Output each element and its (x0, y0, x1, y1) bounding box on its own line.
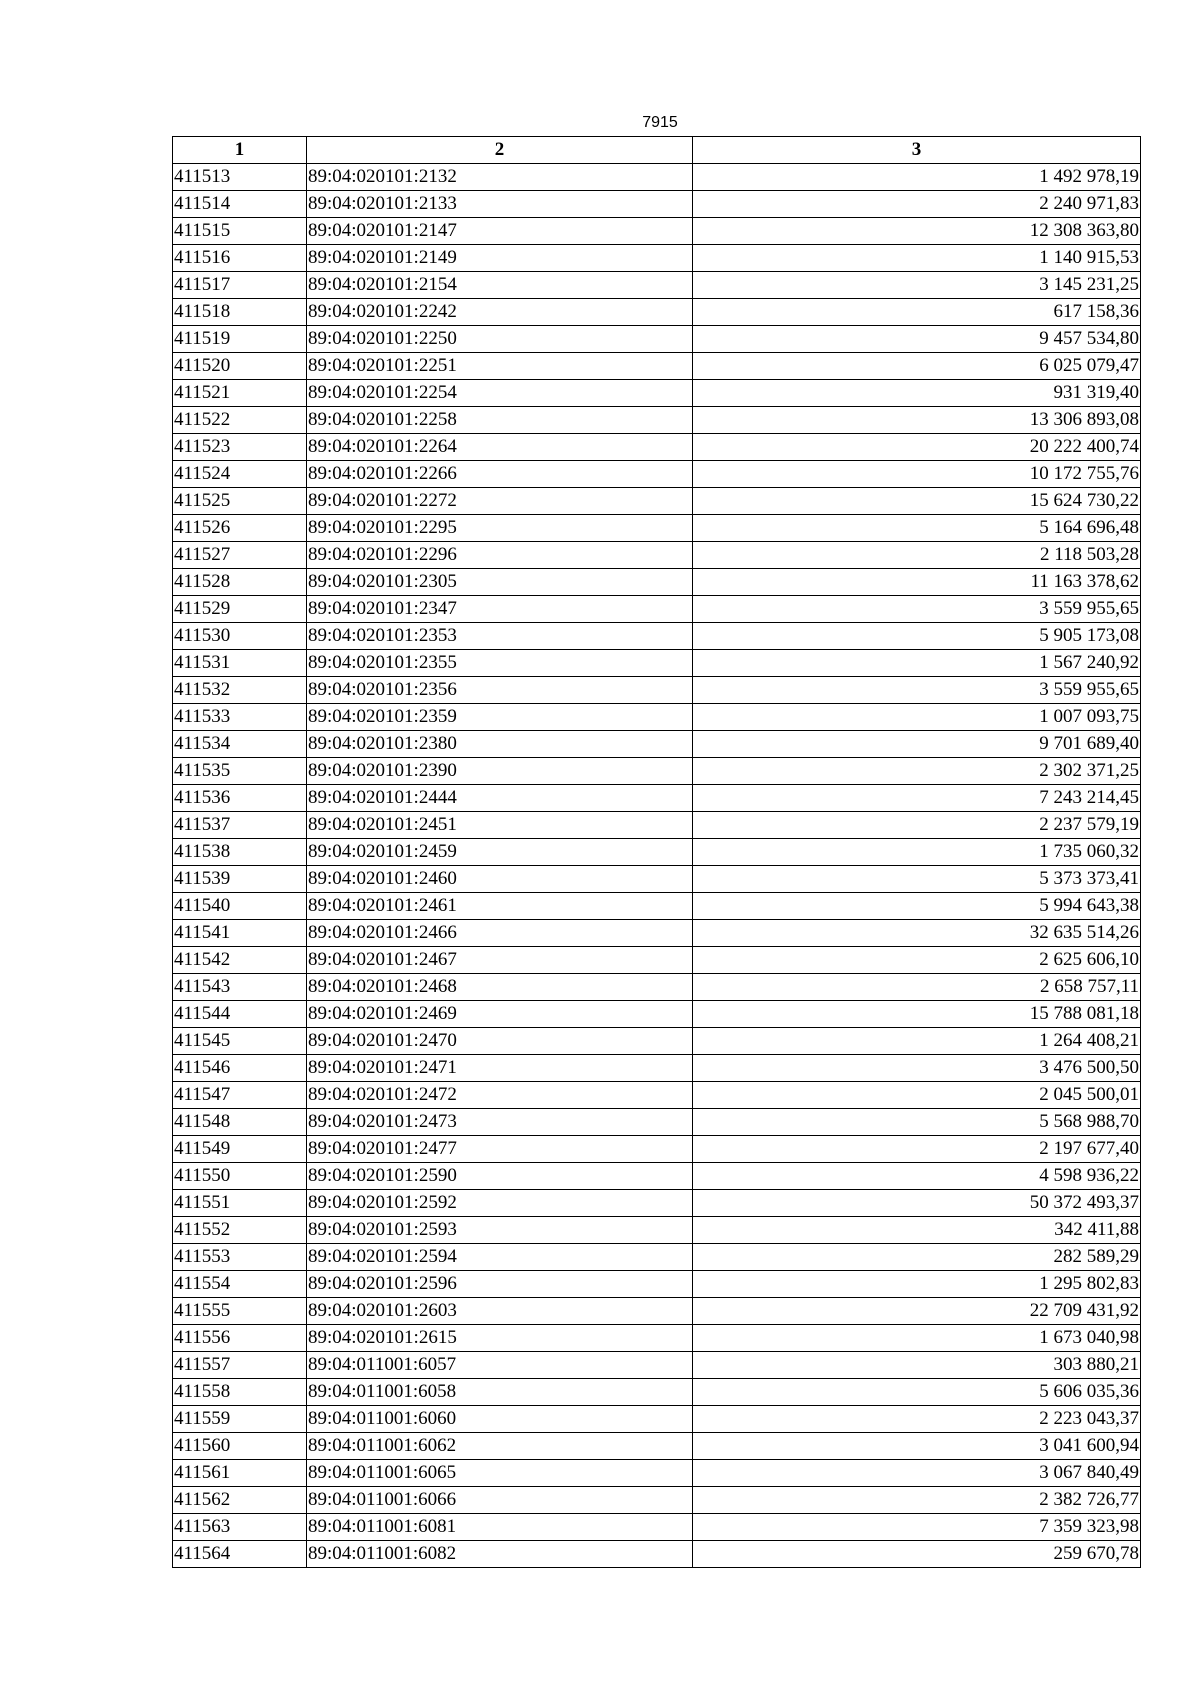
row-number-cell: 411543 (173, 974, 307, 1001)
table-row (173, 974, 1141, 1001)
cadastral-number-cell: 89:04:020101:2590 (307, 1163, 693, 1190)
value-cell: 3 067 840,49 (693, 1460, 1141, 1487)
row-number-cell: 411544 (173, 1001, 307, 1028)
cadastral-number-cell: 89:04:020101:2296 (307, 542, 693, 569)
value-cell: 2 223 043,37 (693, 1406, 1141, 1433)
cadastral-number-cell: 89:04:011001:6058 (307, 1379, 693, 1406)
value-cell: 9 701 689,40 (693, 731, 1141, 758)
cadastral-number-cell: 89:04:020101:2250 (307, 326, 693, 353)
data-table (172, 136, 1141, 1568)
row-number-cell: 411559 (173, 1406, 307, 1433)
table-row (173, 812, 1141, 839)
row-number-cell: 411520 (173, 353, 307, 380)
cadastral-number-cell: 89:04:020101:2460 (307, 866, 693, 893)
cadastral-number-cell: 89:04:020101:2390 (307, 758, 693, 785)
cadastral-number-cell: 89:04:020101:2359 (307, 704, 693, 731)
value-cell: 32 635 514,26 (693, 920, 1141, 947)
table-row (173, 1028, 1141, 1055)
table-row (173, 731, 1141, 758)
table-row (173, 1163, 1141, 1190)
table-row (173, 272, 1141, 299)
cadastral-number-cell: 89:04:020101:2470 (307, 1028, 693, 1055)
row-number-cell: 411529 (173, 596, 307, 623)
cadastral-number-cell: 89:04:020101:2132 (307, 164, 693, 191)
table-header (173, 137, 1141, 164)
table-row (173, 299, 1141, 326)
value-cell: 2 240 971,83 (693, 191, 1141, 218)
cadastral-number-cell: 89:04:020101:2353 (307, 623, 693, 650)
row-number-cell: 411564 (173, 1541, 307, 1568)
cadastral-number-cell: 89:04:020101:2347 (307, 596, 693, 623)
table-row (173, 326, 1141, 353)
row-number-cell: 411524 (173, 461, 307, 488)
cadastral-number-cell: 89:04:020101:2472 (307, 1082, 693, 1109)
value-cell: 1 567 240,92 (693, 650, 1141, 677)
cadastral-number-cell: 89:04:020101:2477 (307, 1136, 693, 1163)
row-number-cell: 411522 (173, 407, 307, 434)
row-number-cell: 411526 (173, 515, 307, 542)
table-row (173, 569, 1141, 596)
value-cell: 6 025 079,47 (693, 353, 1141, 380)
cadastral-number-cell: 89:04:020101:2473 (307, 1109, 693, 1136)
cadastral-number-cell: 89:04:020101:2467 (307, 947, 693, 974)
table-row (173, 1082, 1141, 1109)
table-row (173, 785, 1141, 812)
table-row (173, 1352, 1141, 1379)
cadastral-number-cell: 89:04:011001:6065 (307, 1460, 693, 1487)
row-number-cell: 411560 (173, 1433, 307, 1460)
table-row (173, 1325, 1141, 1352)
value-cell: 3 559 955,65 (693, 596, 1141, 623)
value-cell: 931 319,40 (693, 380, 1141, 407)
row-number-cell: 411521 (173, 380, 307, 407)
row-number-cell: 411556 (173, 1325, 307, 1352)
row-number-cell: 411514 (173, 191, 307, 218)
table-row (173, 218, 1141, 245)
cadastral-number-cell: 89:04:020101:2149 (307, 245, 693, 272)
cadastral-number-cell: 89:04:020101:2356 (307, 677, 693, 704)
table-row (173, 1541, 1141, 1568)
row-number-cell: 411561 (173, 1460, 307, 1487)
row-number-cell: 411513 (173, 164, 307, 191)
value-cell: 3 559 955,65 (693, 677, 1141, 704)
row-number-cell: 411552 (173, 1217, 307, 1244)
value-cell: 2 197 677,40 (693, 1136, 1141, 1163)
table-row (173, 461, 1141, 488)
table-row (173, 1001, 1141, 1028)
header-row (173, 137, 1141, 164)
cadastral-number-cell: 89:04:020101:2355 (307, 650, 693, 677)
column-header-1: 1 (173, 137, 307, 164)
row-number-cell: 411516 (173, 245, 307, 272)
value-cell: 5 373 373,41 (693, 866, 1141, 893)
value-cell: 342 411,88 (693, 1217, 1141, 1244)
row-number-cell: 411530 (173, 623, 307, 650)
value-cell: 282 589,29 (693, 1244, 1141, 1271)
value-cell: 2 658 757,11 (693, 974, 1141, 1001)
row-number-cell: 411534 (173, 731, 307, 758)
value-cell: 15 624 730,22 (693, 488, 1141, 515)
row-number-cell: 411549 (173, 1136, 307, 1163)
table-row (173, 1406, 1141, 1433)
value-cell: 5 905 173,08 (693, 623, 1141, 650)
value-cell: 303 880,21 (693, 1352, 1141, 1379)
cadastral-number-cell: 89:04:020101:2471 (307, 1055, 693, 1082)
row-number-cell: 411551 (173, 1190, 307, 1217)
cadastral-number-cell: 89:04:020101:2466 (307, 920, 693, 947)
table-row (173, 1433, 1141, 1460)
table-row (173, 1190, 1141, 1217)
cadastral-number-cell: 89:04:020101:2272 (307, 488, 693, 515)
value-cell: 5 164 696,48 (693, 515, 1141, 542)
table-row (173, 1217, 1141, 1244)
row-number-cell: 411539 (173, 866, 307, 893)
row-number-cell: 411527 (173, 542, 307, 569)
table-row (173, 893, 1141, 920)
table-row (173, 488, 1141, 515)
cadastral-number-cell: 89:04:011001:6081 (307, 1514, 693, 1541)
cadastral-number-cell: 89:04:020101:2459 (307, 839, 693, 866)
cadastral-number-cell: 89:04:020101:2295 (307, 515, 693, 542)
value-cell: 1 492 978,19 (693, 164, 1141, 191)
table-row (173, 380, 1141, 407)
value-cell: 2 302 371,25 (693, 758, 1141, 785)
cadastral-number-cell: 89:04:020101:2266 (307, 461, 693, 488)
row-number-cell: 411545 (173, 1028, 307, 1055)
row-number-cell: 411533 (173, 704, 307, 731)
table-row (173, 191, 1141, 218)
cadastral-number-cell: 89:04:020101:2596 (307, 1271, 693, 1298)
row-number-cell: 411550 (173, 1163, 307, 1190)
row-number-cell: 411541 (173, 920, 307, 947)
table-row (173, 164, 1141, 191)
row-number-cell: 411537 (173, 812, 307, 839)
row-number-cell: 411546 (173, 1055, 307, 1082)
table-row (173, 353, 1141, 380)
value-cell: 22 709 431,92 (693, 1298, 1141, 1325)
cadastral-number-cell: 89:04:020101:2468 (307, 974, 693, 1001)
cadastral-number-cell: 89:04:011001:6060 (307, 1406, 693, 1433)
cadastral-number-cell: 89:04:020101:2461 (307, 893, 693, 920)
value-cell: 2 382 726,77 (693, 1487, 1141, 1514)
value-cell: 2 237 579,19 (693, 812, 1141, 839)
value-cell: 2 118 503,28 (693, 542, 1141, 569)
table-row (173, 704, 1141, 731)
value-cell: 10 172 755,76 (693, 461, 1141, 488)
value-cell: 5 606 035,36 (693, 1379, 1141, 1406)
row-number-cell: 411535 (173, 758, 307, 785)
table-row (173, 650, 1141, 677)
row-number-cell: 411558 (173, 1379, 307, 1406)
value-cell: 259 670,78 (693, 1541, 1141, 1568)
value-cell: 1 735 060,32 (693, 839, 1141, 866)
row-number-cell: 411563 (173, 1514, 307, 1541)
row-number-cell: 411554 (173, 1271, 307, 1298)
column-header-3: 3 (693, 137, 1141, 164)
cadastral-number-cell: 89:04:020101:2305 (307, 569, 693, 596)
cadastral-number-cell: 89:04:020101:2380 (307, 731, 693, 758)
row-number-cell: 411517 (173, 272, 307, 299)
value-cell: 4 598 936,22 (693, 1163, 1141, 1190)
cadastral-number-cell: 89:04:020101:2444 (307, 785, 693, 812)
row-number-cell: 411542 (173, 947, 307, 974)
cadastral-number-cell: 89:04:020101:2254 (307, 380, 693, 407)
cadastral-number-cell: 89:04:020101:2242 (307, 299, 693, 326)
cadastral-number-cell: 89:04:020101:2451 (307, 812, 693, 839)
row-number-cell: 411547 (173, 1082, 307, 1109)
row-number-cell: 411528 (173, 569, 307, 596)
table-row (173, 758, 1141, 785)
table-row (173, 839, 1141, 866)
cadastral-number-cell: 89:04:020101:2593 (307, 1217, 693, 1244)
row-number-cell: 411515 (173, 218, 307, 245)
cadastral-number-cell: 89:04:020101:2251 (307, 353, 693, 380)
table-row (173, 407, 1141, 434)
row-number-cell: 411536 (173, 785, 307, 812)
row-number-cell: 411557 (173, 1352, 307, 1379)
value-cell: 1 140 915,53 (693, 245, 1141, 272)
row-number-cell: 411540 (173, 893, 307, 920)
table-body (173, 164, 1141, 1568)
table-row (173, 434, 1141, 461)
row-number-cell: 411553 (173, 1244, 307, 1271)
table-row (173, 1487, 1141, 1514)
cadastral-number-cell: 89:04:020101:2603 (307, 1298, 693, 1325)
value-cell: 9 457 534,80 (693, 326, 1141, 353)
cadastral-number-cell: 89:04:020101:2147 (307, 218, 693, 245)
table-row (173, 920, 1141, 947)
row-number-cell: 411525 (173, 488, 307, 515)
table-row (173, 947, 1141, 974)
value-cell: 7 359 323,98 (693, 1514, 1141, 1541)
table-row (173, 1298, 1141, 1325)
cadastral-number-cell: 89:04:011001:6066 (307, 1487, 693, 1514)
value-cell: 50 372 493,37 (693, 1190, 1141, 1217)
value-cell: 12 308 363,80 (693, 218, 1141, 245)
row-number-cell: 411555 (173, 1298, 307, 1325)
table-row (173, 1136, 1141, 1163)
value-cell: 5 568 988,70 (693, 1109, 1141, 1136)
value-cell: 1 007 093,75 (693, 704, 1141, 731)
row-number-cell: 411532 (173, 677, 307, 704)
cadastral-number-cell: 89:04:020101:2594 (307, 1244, 693, 1271)
row-number-cell: 411518 (173, 299, 307, 326)
table-row (173, 515, 1141, 542)
value-cell: 11 163 378,62 (693, 569, 1141, 596)
table-row (173, 1379, 1141, 1406)
value-cell: 617 158,36 (693, 299, 1141, 326)
cadastral-number-cell: 89:04:020101:2264 (307, 434, 693, 461)
row-number-cell: 411519 (173, 326, 307, 353)
table-row (173, 1514, 1141, 1541)
value-cell: 20 222 400,74 (693, 434, 1141, 461)
cadastral-number-cell: 89:04:011001:6082 (307, 1541, 693, 1568)
cadastral-number-cell: 89:04:020101:2469 (307, 1001, 693, 1028)
table-row (173, 866, 1141, 893)
row-number-cell: 411562 (173, 1487, 307, 1514)
cadastral-number-cell: 89:04:020101:2258 (307, 407, 693, 434)
table-row (173, 1109, 1141, 1136)
value-cell: 3 476 500,50 (693, 1055, 1141, 1082)
value-cell: 3 041 600,94 (693, 1433, 1141, 1460)
value-cell: 7 243 214,45 (693, 785, 1141, 812)
table-row (173, 542, 1141, 569)
page-number: 7915 (642, 114, 678, 131)
cadastral-number-cell: 89:04:020101:2592 (307, 1190, 693, 1217)
table-row (173, 245, 1141, 272)
value-cell: 13 306 893,08 (693, 407, 1141, 434)
cadastral-number-cell: 89:04:020101:2154 (307, 272, 693, 299)
row-number-cell: 411548 (173, 1109, 307, 1136)
table-row (173, 677, 1141, 704)
value-cell: 2 625 606,10 (693, 947, 1141, 974)
value-cell: 2 045 500,01 (693, 1082, 1141, 1109)
value-cell: 1 264 408,21 (693, 1028, 1141, 1055)
table-row (173, 1271, 1141, 1298)
value-cell: 3 145 231,25 (693, 272, 1141, 299)
table-row (173, 623, 1141, 650)
row-number-cell: 411523 (173, 434, 307, 461)
value-cell: 15 788 081,18 (693, 1001, 1141, 1028)
value-cell: 1 673 040,98 (693, 1325, 1141, 1352)
table-row (173, 1460, 1141, 1487)
column-header-2: 2 (307, 137, 693, 164)
cadastral-number-cell: 89:04:020101:2133 (307, 191, 693, 218)
table-row (173, 1244, 1141, 1271)
row-number-cell: 411531 (173, 650, 307, 677)
cadastral-number-cell: 89:04:020101:2615 (307, 1325, 693, 1352)
table-row (173, 1055, 1141, 1082)
table-row (173, 596, 1141, 623)
cadastral-number-cell: 89:04:011001:6057 (307, 1352, 693, 1379)
cadastral-number-cell: 89:04:011001:6062 (307, 1433, 693, 1460)
value-cell: 1 295 802,83 (693, 1271, 1141, 1298)
row-number-cell: 411538 (173, 839, 307, 866)
value-cell: 5 994 643,38 (693, 893, 1141, 920)
